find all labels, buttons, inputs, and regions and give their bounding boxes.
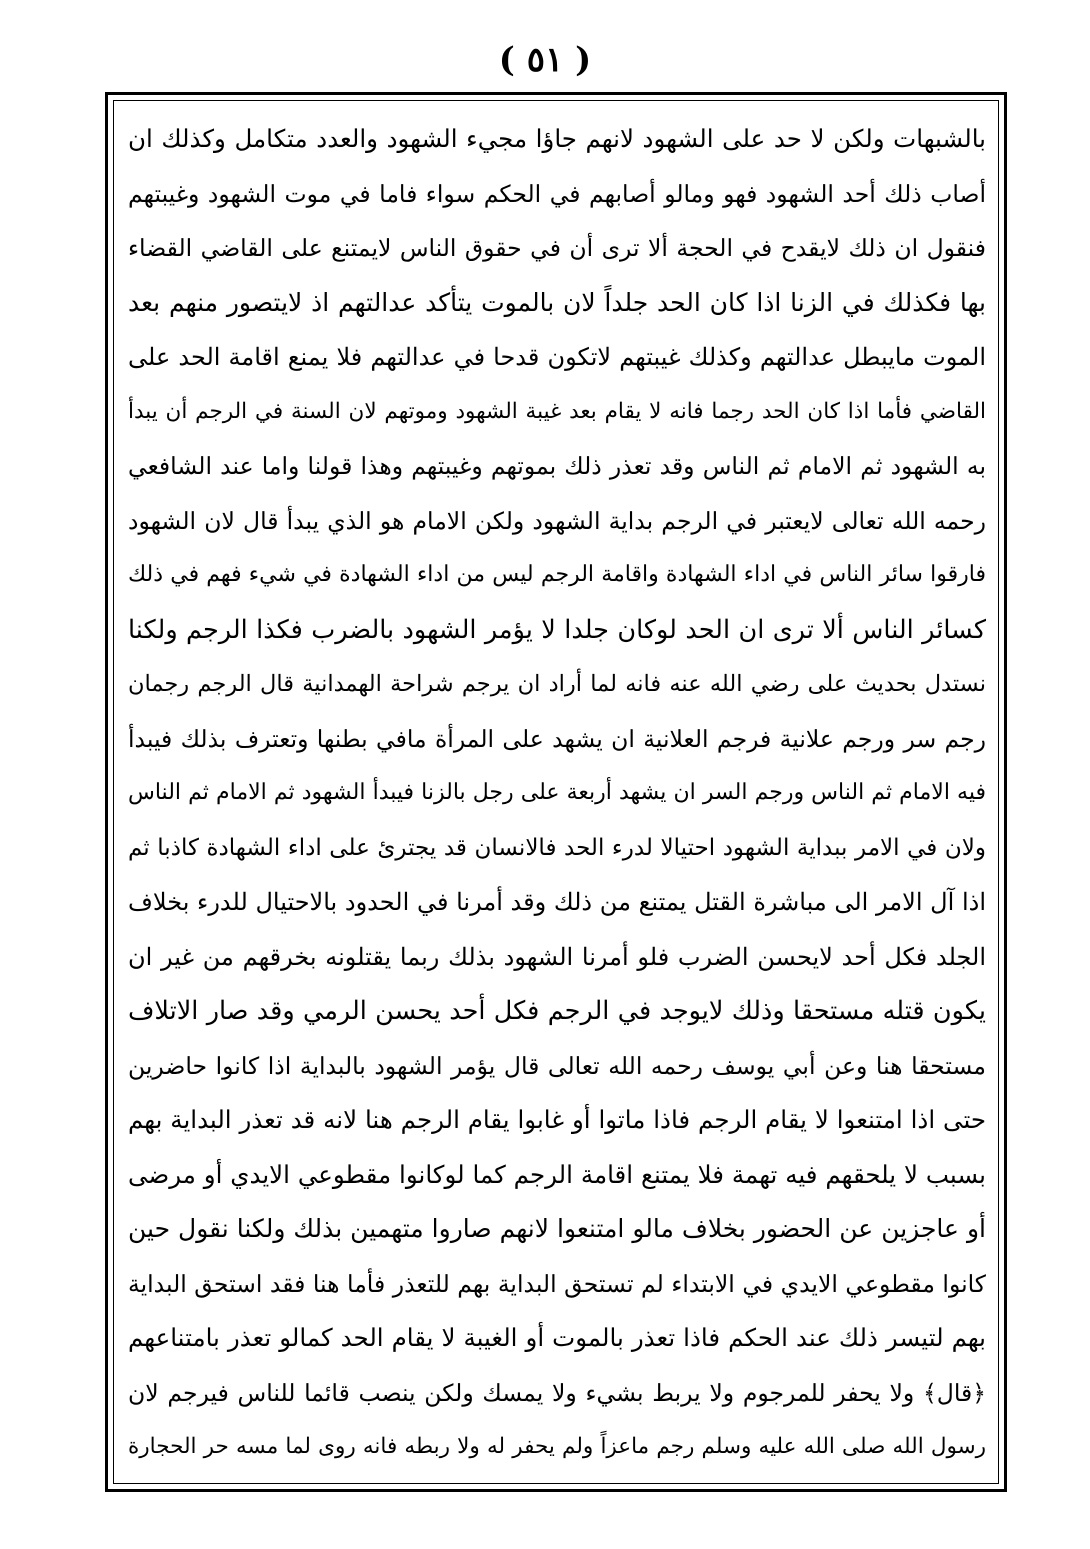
text-line: بها فكذلك في الزنا اذا كان الحد جلداً لان بالموت يتأكد عدالتهم اذ لايتصور منهم بعد xyxy=(128,287,986,317)
text-line: ولان في الامر ببداية الشهود احتيالا لدرء الحد فالانسان قد يجترئ على اداء الشهادة كاذبا ثم xyxy=(128,834,986,861)
text-line: كسائر الناس ألا ترى ان الحد لوكان جلدا لا يؤمر الشهود بالضرب فكذا الرجم ولكنا xyxy=(128,614,986,645)
text-line: بهم لتيسر ذلك عند الحكم فاذا تعذر بالموت أو الغيبة لا يقام الحد كمالو تعذر بامتناعهم xyxy=(128,1323,986,1352)
text-line: رسول الله صلى الله عليه وسلم رجم ماعزاً ولم يحفر له ولا ربطه فانه روى لما مسه حر الحجارة xyxy=(128,1434,986,1459)
text-line: رجم سر ورجم علانية فرجم العلانية ان يشهد على المرأة مافي بطنها وتعترف بذلك فيبدأ xyxy=(128,724,986,753)
text-line: فيه الامام ثم الناس ورجم السر ان يشهد أربعة على رجل بالزنا فيبدأ الشهود ثم الامام ثم الناس xyxy=(128,780,986,805)
text-line: مستحقا هنا وعن أبي يوسف رحمه الله تعالى قال يؤمر الشهود بالبداية اذا كانوا حاضرين xyxy=(128,1051,986,1080)
text-line: يكون قتله مستحقا وذلك لايوجد في الرجم فكل أحد يحسن الرمي وقد صار الاتلاف xyxy=(128,996,986,1026)
text-line: كانوا مقطوعي الايدي في الابتداء لم تستحق البداية بهم للتعذر فأما هنا فقد استحق البداية xyxy=(128,1269,986,1298)
text-line: بالشبهات ولكن لا حد على الشهود لانهم جاؤا مجيء الشهود والعدد متكامل وكذلك ان xyxy=(128,124,986,153)
text-line: الموت مايبطل عدالتهم وكذلك غيبتهم لاتكون قدحا في عدالتهم فلا يمنع اقامة الحد على xyxy=(128,343,986,371)
text-line: الجلد فكل أحد لايحسن الضرب فلو أمرنا الشهود بذلك ربما يقتلونه بخرقهم من غير ان xyxy=(128,942,986,971)
text-line: القاضي فأما اذا كان الحد رجما فانه لا يقام بعد غيبة الشهود وموتهم لان السنة في الرجم أن يبدأ xyxy=(128,398,986,424)
text-line: أصاب ذلك أحد الشهود فهو ومالو أصابهم في الحكم سواء فاما في موت الشهود وغيبتهم xyxy=(128,179,986,208)
text-line: اذا آل الامر الى مباشرة القتل يمتنع من ذلك وقد أمرنا في الحدود بالاحتيال للدرء بخلاف xyxy=(128,888,986,916)
text-line: أو عاجزين عن الحضور بخلاف مالو امتنعوا لانهم صاروا متهمين بذلك ولكنا نقول حين xyxy=(128,1214,986,1243)
text-line: به الشهود ثم الامام ثم الناس وقد تعذر ذلك بموتهم وغيبتهم وهذا قولنا واما عند الشافعي xyxy=(128,452,986,480)
text-line: ﴿قال﴾ ولا يحفر للمرجوم ولا يربط بشيء ولا يمسك ولكن ينصب قائما للناس فيرجم لان xyxy=(128,1378,986,1407)
text-line: بسبب لا يلحقهم فيه تهمة فلا يمتنع اقامة الرجم كما لوكانوا مقطوعي الايدي أو مرضى xyxy=(128,1159,986,1189)
text-line: نستدل بحديث على رضي الله عنه فانه لما أراد ان يرجم شراحة الهمدانية قال الرجم رجمان xyxy=(128,671,986,697)
page-number: ( ٥١ ) xyxy=(498,40,592,80)
text-line: فارقوا سائر الناس في اداء الشهادة واقامة الرجم ليس من اداء الشهادة في شيء فهم في ذلك xyxy=(128,562,986,587)
text-line: رحمه الله تعالى لايعتبر في الرجم بداية الشهود ولكن الامام هو الذي يبدأ قال لان الشهود xyxy=(128,506,986,535)
text-block xyxy=(128,112,986,1474)
text-line: فنقول ان ذلك لايقدح في الحجة ألا ترى أن في حقوق الناس لايمتنع على القاضي القضاء xyxy=(128,234,986,262)
text-line: حتى اذا امتنعوا لا يقام الرجم فاذا ماتوا أو غابوا يقام الرجم هنا لانه قد تعذر البداية بهم xyxy=(128,1105,986,1134)
